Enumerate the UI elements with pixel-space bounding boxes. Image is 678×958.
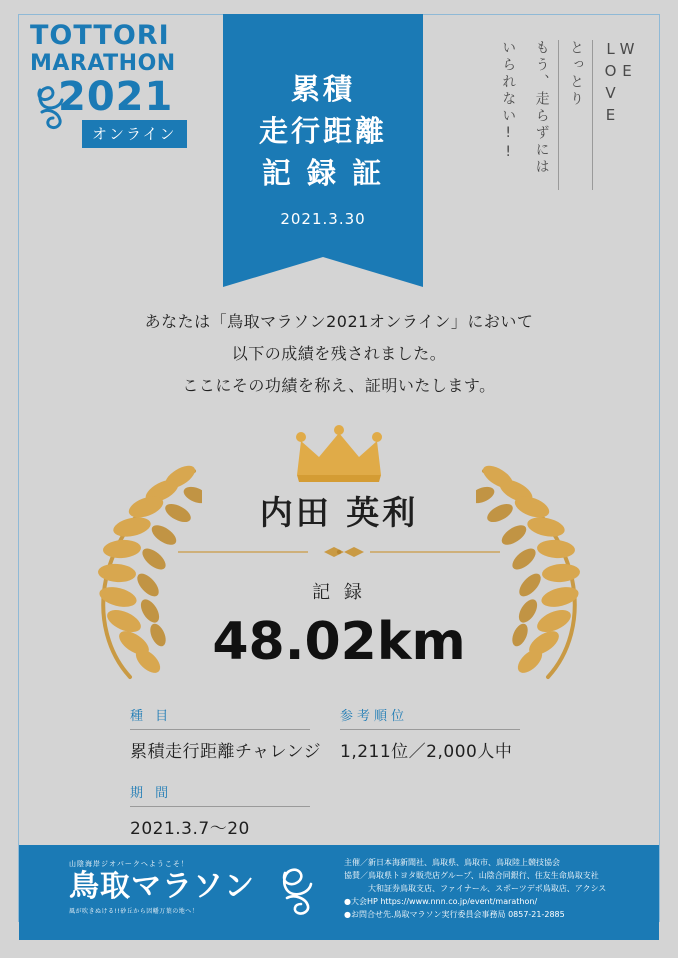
field-rank	[340, 705, 550, 782]
wave-swirl-icon	[277, 865, 319, 917]
slogan-col-1: いられない!!	[500, 40, 517, 163]
field-event-label: 種 目	[130, 705, 310, 730]
footer-logo-bottom-text: 風が吹きぬける!!砂丘から因幡万葉の地へ！	[69, 907, 199, 915]
record-label: 記 録	[312, 582, 366, 603]
wave-swirl-icon	[34, 84, 68, 130]
slogan-col-3: とっとり	[558, 40, 592, 190]
intro-paragraph	[0, 306, 678, 402]
field-period-label: 期 間	[130, 782, 310, 807]
footer-band	[19, 845, 659, 940]
intro-line-1: あなたは「鳥取マラソン2021オンライン」において	[144, 312, 534, 331]
intro-line-2: 以下の成績を残されました。	[231, 344, 447, 363]
footer-credit-line-4: ●大会HP https://www.nnn.co.jp/event/marathon/	[344, 896, 538, 906]
field-event	[130, 705, 340, 782]
logo-online-badge: オンライン	[82, 120, 187, 148]
ribbon-date: 2021.3.30	[280, 210, 366, 228]
footer-credits	[344, 857, 654, 922]
footer-logo-main-text: 鳥取マラソン	[69, 869, 255, 904]
ribbon-title	[223, 68, 423, 194]
crown-icon	[291, 425, 387, 483]
footer-credit-line-2: 協賛／鳥取県トヨタ販売店グループ、山陰合同銀行、住友生命鳥取支社	[344, 870, 599, 880]
field-event-value: 累積走行距離チャレンジ	[130, 742, 322, 762]
details-row-1	[130, 705, 550, 782]
ribbon-notch	[223, 257, 423, 287]
field-rank-label: 参考順位	[340, 705, 520, 730]
footer-logo-top-text: 山陰海岸ジオパークへようこそ！	[69, 860, 189, 868]
slogan-vertical-group	[491, 40, 644, 190]
field-period-value: 2021.3.7〜20	[130, 819, 250, 839]
intro-line-3: ここにその功績を称え、証明いたします。	[182, 376, 496, 395]
footer-credit-line-1: 主催／新日本海新聞社、鳥取県、鳥取市、鳥取陸上競技協会	[344, 858, 560, 867]
logo-line-marathon: MARATHON	[30, 51, 176, 76]
slogan-col-4: WE LOVE	[592, 40, 644, 190]
logo-line-year: 2021	[58, 74, 174, 120]
footer-credit-line-3: 大和証券鳥取支店、ファイナール、スポーツデポ鳥取店、アクシス	[344, 883, 607, 893]
footer-credit-line-5: ●お問合せ先.鳥取マラソン実行委員会事務局 0857-21-2885	[344, 909, 565, 919]
event-logo	[30, 22, 205, 142]
ribbon-title-line3: 記 録 証	[261, 156, 385, 191]
recipient-name: 内田 英利	[259, 493, 419, 532]
details-table	[130, 705, 550, 859]
field-rank-value: 1,211位／2,000人中	[340, 742, 513, 762]
slogan-col-2: もう、走らずには	[533, 40, 550, 176]
footer-logo	[69, 859, 299, 915]
record-value: 48.02km	[212, 612, 466, 672]
logo-line-tottori: TOTTORI	[30, 20, 170, 51]
ribbon-title-line1: 累積	[290, 72, 355, 106]
ribbon-title-line2: 走行距離	[258, 114, 387, 149]
ornament-divider-icon	[178, 545, 500, 559]
title-ribbon	[223, 14, 423, 284]
